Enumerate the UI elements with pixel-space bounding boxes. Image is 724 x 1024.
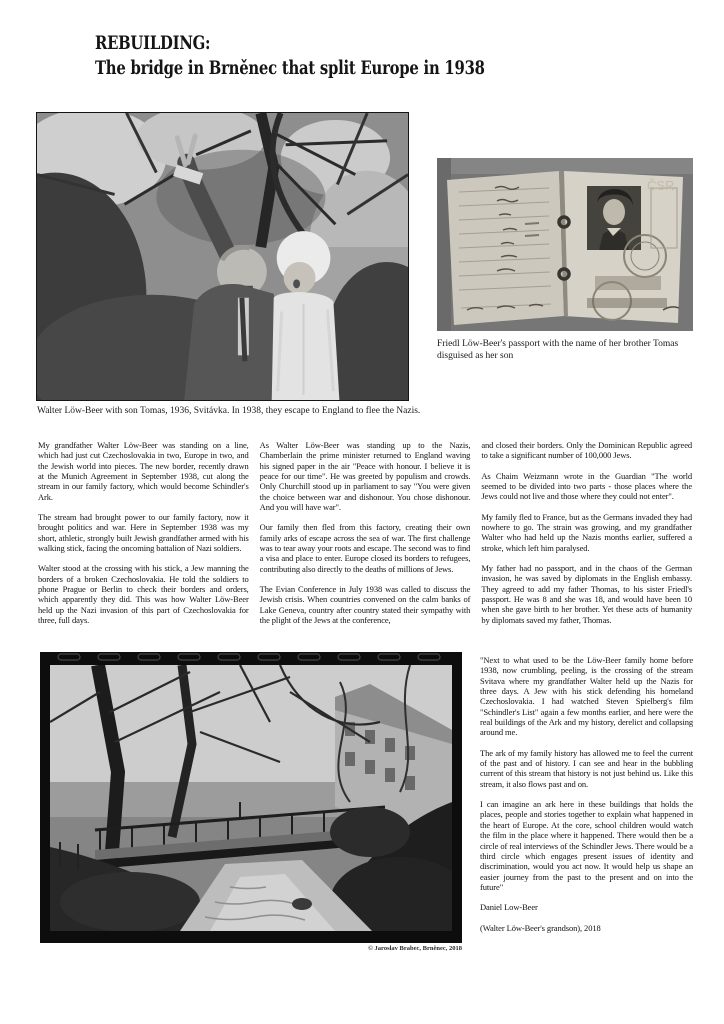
article-column-3	[481, 440, 692, 636]
walter-tomas-photo-image	[37, 113, 408, 400]
passport-photo-image	[437, 158, 693, 331]
walter-photo-caption: Walter Löw-Beer with son Tomas, 1936, Svitávka. In 1938, they escape to England to flee the Nazis.	[37, 406, 421, 416]
article-paragraph: The Evian Conference in July 1938 was called to discuss the Jewish crisis. When countries convened on the calm banks of Lake Geneva, country after country stated their sympathy with the plight of the Jews at the conference,	[259, 584, 471, 626]
article-paragraph: Our family then fled from this factory, creating their own family arks of escape across the sea of war. The first challenge was to tear away your roots and escape. The second was to find a visa and place to enter. Europe closed its borders to refugees, contributing also directly to the deaths of millions of Jews.	[259, 522, 471, 574]
title-line-2: The bridge in Brněnec that split Europe in 1938	[95, 57, 485, 79]
bridge-stream-photo-image	[40, 652, 462, 943]
passport-perforation-text: ČSR	[647, 178, 675, 193]
quote-column	[480, 655, 693, 943]
article-column-1	[38, 440, 249, 636]
bridge-stream-photo-figure	[40, 652, 462, 943]
signature-detail: (Walter Löw-Beer's grandson), 2018	[480, 922, 601, 933]
article-paragraph: My family fled to France, but as the Germans invaded they had nowhere to go. The strain was growing, and my grandfather Walter who had held up the Nazis months earlier, suffered a stroke, which left him paralysed.	[481, 511, 693, 553]
passport-photo-figure	[437, 158, 693, 331]
article-body	[38, 440, 692, 636]
article-column-2	[260, 440, 471, 636]
passport-photo-caption: Friedl Löw-Beer's passport with the name of her brother Tomas disguised as her son	[437, 339, 679, 361]
walter-tomas-photo-figure	[36, 112, 409, 401]
article-paragraph: Walter stood at the crossing with his stick, a Jew manning the borders of a broken Czechoslovakia. He told the soldiers to phone Prague or Berlin to check their borders and orders, which apparently they did. This was how Walter Löw-Beer held up the Nazi invasion of this part of Czechoslovakia for three, full days.	[38, 563, 249, 626]
article-paragraph: My grandfather Walter Löw-Beer was standing on a line, which had just cut Czechoslovakia in two, Europe in two, and the Jewish world into pieces. The new border, recently drawn at the Munich Agreement in September 1938, cut along the stream in our family factory, which would become Schindler's Ark.	[38, 440, 249, 502]
article-paragraph: The stream had brought power to our family factory, now it brought politics and war. Here in September 1938 was my short, athletic, strongly built Jewish grandfather armed with his walking stick, facing the oncoming battalion of Nazi soldiers.	[38, 512, 249, 554]
title-line-1: REBUILDING:	[95, 32, 211, 54]
photo-credit: © Jaroslav Brabec, Brněnec, 2018	[368, 945, 462, 952]
signature-name: Daniel Low-Beer	[480, 902, 538, 913]
quote-paragraph: The ark of my family history has allowed me to feel the current of the past and of history. I can see and hear in the bubbling current of this stream that history is not just behind us. Like this stream, it also flows past and on.	[480, 747, 693, 789]
quote-paragraph: I can imagine an ark here in these buildings that holds the places, people and stories together to explain what happened in the heart of Europe. At the core, school children would watch the film in the place where it happened. There would then be a circle of real interviews of the Schindler Jews. There would be a third circle which engages present issues of identity and discrimination, would you act now. It would help us shape an easier journey from the past to the present and on into the future"	[480, 799, 693, 892]
article-paragraph: As Walter Löw-Beer was standing up to the Nazis, Chamberlain the prime minister returned to England waving his signed paper in the air "Peace with honour. I believe it is peace for our time". He was greeted by populism and crowds. Only Churchill stood up in parliament to say "You were given the choice between war and dishonour. You chose dishonour. And you will have war".	[259, 440, 471, 513]
page-title	[95, 31, 485, 81]
article-paragraph: As Chaim Weizmann wrote in the Guardian "The world seemed to be divided into two parts - those places where the Jews could not live and those where they could not enter".	[481, 470, 693, 502]
article-paragraph: My father had no passport, and in the chaos of the German invasion, he was saved by diplomats in the English embassy. They agreed to add my father Thomas, to his sister Friedl's passport. He was 8 and she was 18, and would have been 10 when she gave birth to her brother. Yet these acts of humanity by diplomats saved my father, Thomas.	[481, 563, 693, 625]
article-paragraph: and closed their borders. Only the Dominican Republic agreed to take a significant number of 100,000 Jews.	[481, 440, 693, 461]
quote-paragraph: "Next to what used to be the Löw-Beer family home before 1938, now crumbling, peeling, is the crossing of the stream Svitava where my grandfather Walter held up the Nazis for three days. A Jew with his stick defending his homeland Czechoslovakia. I had watched Steven Spielberg's film "Schindler's List" again a few months earlier, and here were the real buildings of the Ark and my history, derelict and collapsing around me.	[480, 655, 693, 738]
